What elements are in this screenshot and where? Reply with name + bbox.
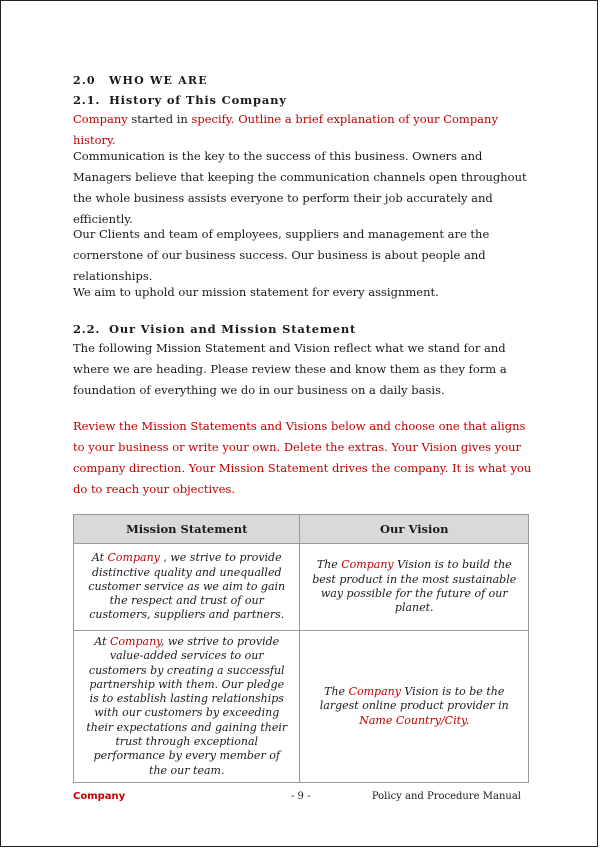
history-number: 2.1. [73,93,101,107]
history-heading [73,93,287,107]
history-paragraph-3: We aim to uphold our mission statement for every assignment. [73,285,439,299]
company-placeholder: Company [348,685,401,699]
company-placeholder: Company [341,558,394,572]
location-placeholder: Name Country/City [359,713,466,727]
table-header-row [74,515,529,544]
footer-page-number: - 9 - [291,791,311,802]
table-row [74,544,529,631]
footer-company: Company [73,791,126,802]
section-heading [73,74,208,87]
vision-cell: The Company Vision is to build the best product in the most sustainable way possible for the future of our planet. [300,544,529,631]
history-paragraph-1: Communication is the key to the success of this business. Owners and Managers believe that keeping the communication channels open throughout the whole business assists everyone to perform their job accurately and efficiently. [73,149,527,226]
history-paragraph-2: Our Clients and team of employees, suppliers and management are the cornerstone of our business success. Our business is about people and relationships. [73,227,490,283]
section-number: 2.0 [73,74,96,87]
mission-vision-table [73,514,529,783]
history-title: History of This Company [109,93,287,107]
history-intro [73,109,533,151]
footer-manual-title: Policy and Procedure Manual [371,791,521,802]
vision-heading [73,322,356,336]
vision-number: 2.2. [73,322,101,336]
company-placeholder: Company [107,551,160,565]
vision-title: Our Vision and Mission Statement [109,322,357,336]
table-row [74,631,529,783]
company-placeholder: Company [73,112,128,126]
mission-cell: At Company , we strive to provide distinctive quality and unequalled customer service as we aim to gain the respect and trust of our customers, suppliers and partners. [74,544,300,631]
vision-header: Our Vision [300,515,529,544]
company-placeholder: Company [110,635,161,648]
intro-text: started in [127,112,192,126]
section-title: WHO WE ARE [109,74,208,87]
vision-paragraph: The following Mission Statement and Vision reflect what we stand for and where we are heading. Please review these and know them as they form a foundation of everything we do in our business on a daily basis. [73,341,507,397]
history-instruction: specify. Outline a brief explanation of your Company history. [73,112,498,147]
mission-cell: At Company, we strive to provide value-added services to our customers by creating a successful partnership with them. Our pledge is to establish lasting relationships with our customers by exceeding their expectations and gaining their trust through exceptional performance by every member of the our team. [74,631,300,783]
mission-header: Mission Statement [74,515,300,544]
vision-cell: The Company Vision is to be the largest online product provider in Name Country/City. [300,631,529,783]
vision-instructions: Review the Mission Statements and Visions below and choose one that aligns to your business or write your own. Delete the extras. Your Vision gives your company direction. Your Mission Statement drives the company. It is what you do to reach your objectives. [73,419,532,496]
